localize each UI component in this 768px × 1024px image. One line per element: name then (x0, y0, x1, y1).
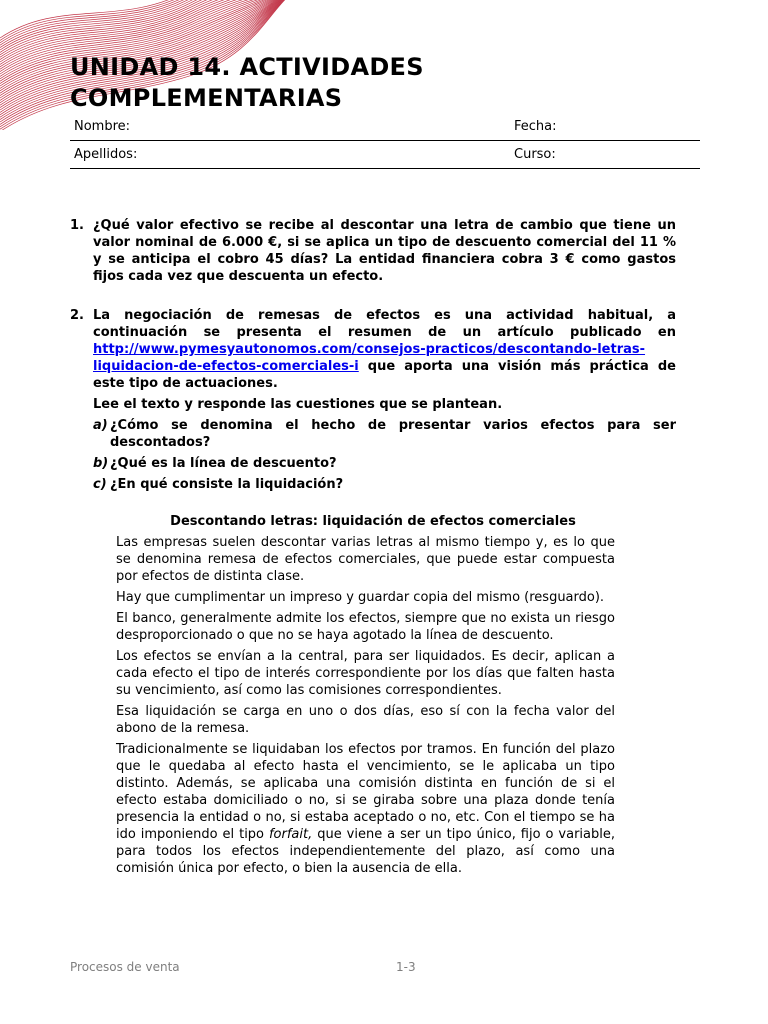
article-paragraph: Las empresas suelen descontar varias letras al mismo tiempo y, es lo que se denomina remesa de efectos comerciales, que puede estar compuesta por efectos de distinta clase. (116, 535, 615, 584)
fecha-field[interactable]: Fecha: (514, 119, 557, 134)
curso-field[interactable]: Curso: (514, 147, 556, 162)
article-paragraph-text: que viene a ser un tipo único, fijo o variable, para todos los efectos independientemente del plazo, así como una comisión única por efecto, o bien la ausencia de ella. (116, 827, 616, 876)
article-paragraph: El banco, generalmente admite los efectos, siempre que no exista un riesgo desproporcionado o que no se haya agotado la línea de descuento. (116, 611, 615, 643)
sub-question-label: c) (93, 477, 107, 492)
article-paragraph: Esa liquidación se carga en uno o dos días, eso sí con la fecha valor del abono de la remesa. (116, 704, 615, 736)
sub-questions (93, 417, 676, 493)
question-text: ¿Qué valor efectivo se recibe al descontar una letra de cambio que tiene un valor nominal de 6.000 €, si se aplica un tipo de descuento comercial del 11 % y se anticipa el cobro 45 días? La entidad financiera cobra 3 € como gastos fijos cada vez que descuenta un efecto. (93, 218, 676, 284)
page-title (70, 52, 424, 114)
article-paragraph-text: Tradicionalmente se liquidaban los efectos por tramos. En función del plazo que le quedaba al efecto hasta el vencimiento, se le aplicaba un tipo distinto. Además, se aplicaba una comisión distinta en función de si el efecto estaba domiciliado o no, si se giraba sobre una plaza donde tenía presencia la entidad o no, si estaba aceptado o no, etc. Con el tiempo se ha ido imponiendo el tipo (116, 742, 615, 842)
student-info-table (70, 113, 700, 169)
info-row (70, 141, 700, 169)
sub-question-text: ¿Cómo se denomina el hecho de presentar varios efectos para ser descontados? (110, 418, 676, 450)
question-instruction: Lee el texto y responde las cuestiones que se plantean. (93, 397, 503, 412)
article-title: Descontando letras: liquidación de efectos comerciales (170, 514, 576, 529)
article-paragraph: Los efectos se envían a la central, para ser liquidados. Es decir, aplican a cada efecto el tipo de interés correspondiente por los días que falten hasta su vencimiento, así como las comisiones correspondientes. (116, 649, 615, 698)
sub-question-label: a) (93, 418, 108, 433)
question-intro-link-paragraph (93, 341, 676, 392)
sub-question (93, 455, 676, 472)
nombre-field[interactable]: Nombre: (74, 119, 131, 134)
article-emphasis: forfait, (268, 827, 313, 842)
question-number: 1. (70, 218, 84, 233)
article-link[interactable]: http://www.pymesyautonomos.com/consejos-practicos/descontando-letras-liquidacion-de-efectos-comerciales-i (93, 342, 646, 374)
sub-question-label: b) (93, 456, 109, 471)
article-body (116, 534, 615, 881)
sub-question-text: ¿En qué consiste la liquidación? (110, 477, 344, 492)
page-number: 1-3 (396, 960, 416, 974)
sub-question (93, 476, 676, 493)
article-paragraph: Hay que cumplimentar un impreso y guardar copia del mismo (resguardo). (116, 590, 605, 605)
question-intro: La negociación de remesas de efectos es una actividad habitual, a continuación se presenta el resumen de un artículo publicado en (93, 308, 676, 340)
footer-left: Procesos de venta (70, 960, 180, 974)
question-2 (70, 307, 676, 497)
info-row (70, 113, 700, 141)
question-number: 2. (70, 308, 84, 323)
title-line-2: COMPLEMENTARIAS (70, 84, 343, 112)
sub-question (93, 417, 676, 451)
article-paragraph (116, 741, 615, 877)
sub-question-text: ¿Qué es la línea de descuento? (110, 456, 337, 471)
question-intro-end: que aporta una visión más práctica de este tipo de actuaciones. (93, 359, 676, 391)
title-line-1: UNIDAD 14. ACTIVIDADES (70, 53, 424, 81)
apellidos-field[interactable]: Apellidos: (74, 147, 138, 162)
question-1 (70, 217, 676, 285)
